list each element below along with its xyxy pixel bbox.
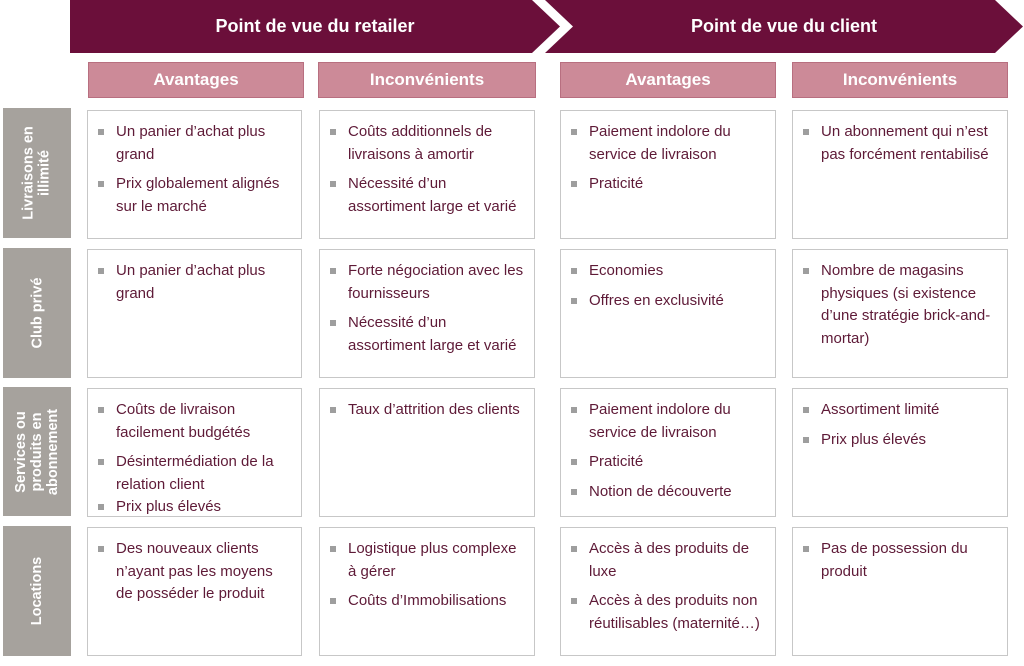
row-label-private-club (3, 248, 71, 378)
list-item: Désintermédiation de la relation client (98, 451, 293, 496)
client-viewpoint-banner (545, 0, 1023, 53)
list-item: Prix globalement alignés sur le marché (98, 173, 293, 218)
row-label-line: Locations (29, 556, 46, 626)
column-header-client-advantages: Avantages (560, 62, 776, 98)
client-viewpoint-title: Point de vue du client (690, 16, 878, 36)
list-item: Accès à des produits de luxe (571, 538, 767, 583)
list-item: Assortiment limité (803, 399, 999, 422)
list-item: Logistique plus complexe à gérer (330, 538, 526, 583)
cell-unlimited-retailer-advantages (87, 110, 302, 239)
cell-club-retailer-drawbacks (319, 249, 535, 378)
retailer-viewpoint-title: Point de vue du retailer (215, 16, 415, 36)
cell-subscription-client-drawbacks (792, 388, 1008, 517)
row-label-rentals (3, 526, 71, 656)
list-item: Praticité (571, 451, 767, 474)
list-item: Coûts additionnels de livraisons à amortir (330, 121, 526, 166)
cell-subscription-retailer-advantages (87, 388, 302, 517)
list-item: Coûts de livraison facilement budgétés (98, 399, 293, 444)
list-item: Nombre de magasins physiques (si existence d’une stratégie brick-and-mortar) (803, 260, 999, 350)
cell-club-client-drawbacks (792, 249, 1008, 378)
row-label-line: Services ou (13, 410, 30, 493)
list-item: Un panier d’achat plus grand (98, 260, 293, 305)
list-item: Un panier d’achat plus grand (98, 121, 293, 166)
cell-rentals-retailer-drawbacks (319, 527, 535, 656)
row-label-line: Club privé (29, 277, 45, 349)
list-item: Economies (571, 260, 767, 283)
list-item: Offres en exclusivité (571, 290, 767, 313)
cell-club-client-advantages (560, 249, 776, 378)
retailer-viewpoint-banner (70, 0, 560, 53)
column-header-client-drawbacks: Inconvénients (792, 62, 1008, 98)
list-item: Des nouveaux clients n’ayant pas les moyens de posséder le produit (98, 538, 293, 606)
row-label-subscription (3, 387, 71, 516)
list-item: Notion de découverte (571, 481, 767, 504)
row-label-line: produits en (29, 412, 46, 491)
list-item: Coûts d’Immobilisations (330, 590, 526, 613)
cell-club-retailer-advantages (87, 249, 302, 378)
cell-rentals-client-advantages (560, 527, 776, 656)
list-item: Forte négociation avec les fournisseurs (330, 260, 526, 305)
row-label-line: Livraisons en (21, 126, 38, 220)
cell-rentals-retailer-advantages (87, 527, 302, 656)
row-label-unlimited-delivery (3, 108, 71, 238)
row-label-line: abonnement (45, 408, 62, 495)
list-item: Taux d’attrition des clients (330, 399, 526, 422)
list-item: Paiement indolore du service de livraison (571, 121, 767, 166)
cell-subscription-retailer-drawbacks (319, 388, 535, 517)
cell-unlimited-client-advantages (560, 110, 776, 239)
row-label-line: illimité (37, 150, 54, 196)
list-item: Prix plus élevés (803, 429, 999, 452)
list-item: Accès à des produits non réutilisables (maternité…) (571, 590, 767, 635)
list-item: Pas de possession du produit (803, 538, 999, 583)
cell-unlimited-retailer-drawbacks (319, 110, 535, 239)
column-header-retailer-advantages: Avantages (88, 62, 304, 98)
list-item: Un abonnement qui n’est pas forcément rentabilisé (803, 121, 999, 166)
list-item: Nécessité d’un assortiment large et varié (330, 312, 526, 357)
list-item: Praticité (571, 173, 767, 196)
list-item: Nécessité d’un assortiment large et varié (330, 173, 526, 218)
cell-subscription-client-advantages (560, 388, 776, 517)
list-item: Paiement indolore du service de livraison (571, 399, 767, 444)
column-header-retailer-drawbacks: Inconvénients (318, 62, 536, 98)
cell-unlimited-client-drawbacks (792, 110, 1008, 239)
list-item: Prix plus élevés (98, 496, 293, 519)
cell-rentals-client-drawbacks (792, 527, 1008, 656)
